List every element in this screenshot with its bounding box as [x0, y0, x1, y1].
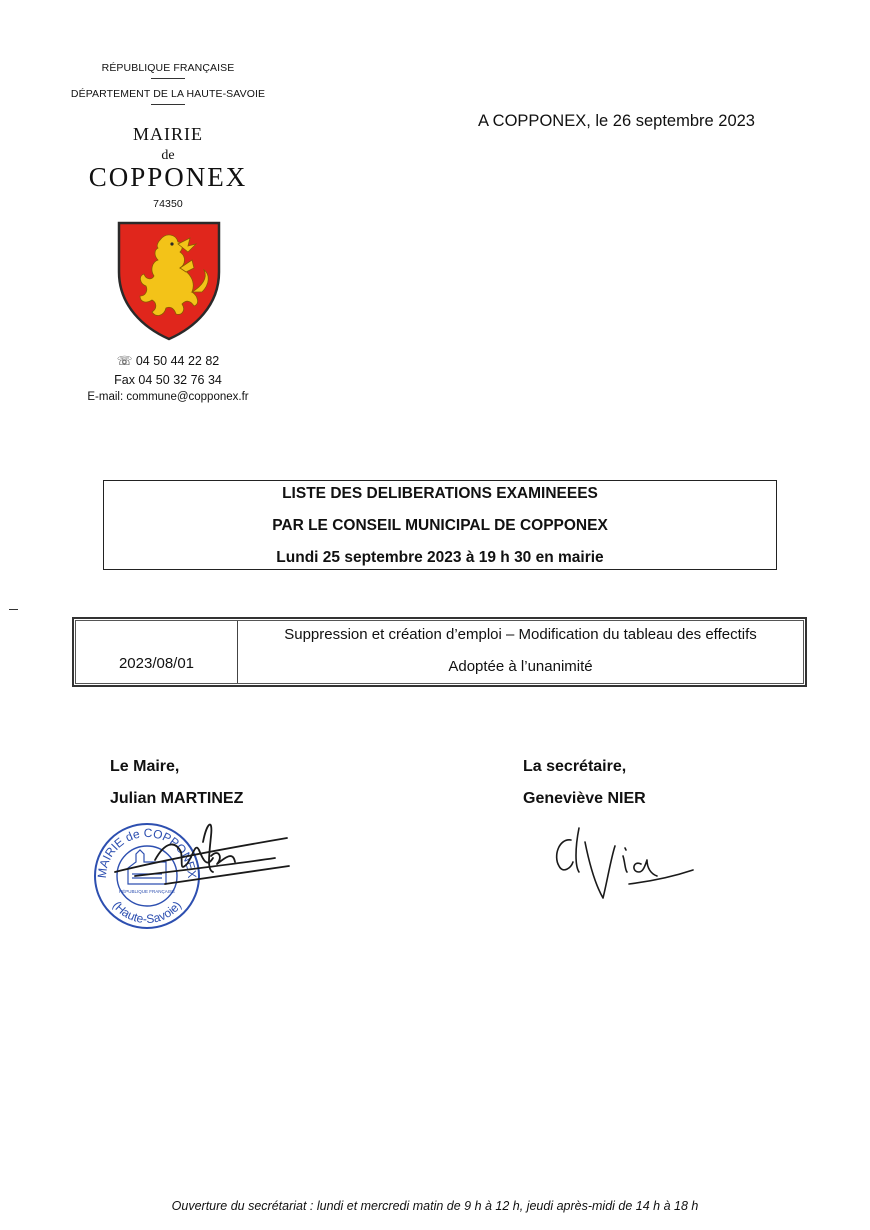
phone-number: 04 50 44 22 82: [135, 354, 220, 368]
fax-line: Fax 04 50 32 76 34: [114, 373, 222, 387]
secretary-name: Geneviève NIER: [523, 790, 646, 807]
deliberations-table: [72, 617, 807, 687]
deliberation-subject: Suppression et création d’emploi – Modification du tableau des effectifs: [284, 626, 757, 643]
phone-icon: ☏: [116, 354, 133, 368]
stamp-inner-text: RÉPUBLIQUE FRANÇAISE: [118, 889, 176, 894]
mayor-name: Julian MARTINEZ: [110, 790, 244, 807]
mayor-signature-icon: [95, 812, 295, 892]
republic-label: RÉPUBLIQUE FRANÇAISE: [101, 62, 235, 74]
margin-dash: [9, 609, 18, 610]
title-line-3: Lundi 25 septembre 2023 à 19 h 30 en mairie: [276, 549, 604, 566]
department-label: DÉPARTEMENT DE LA HAUTE-SAVOIE: [70, 88, 266, 100]
rule-2: [60, 104, 276, 105]
town-name: COPPONEX: [88, 162, 248, 192]
dateline: A COPPONEX, le 26 septembre 2023: [478, 112, 755, 130]
phone-line: [60, 353, 276, 370]
opening-hours-footer: Ouverture du secrétariat : lundi et mercredi matin de 9 h à 12 h, jeudi après-midi de 14 h à 18 h: [171, 1199, 699, 1213]
mayor-role: Le Maire,: [110, 758, 180, 775]
title-box: [103, 480, 777, 570]
stamp-top-text: MAIRIE de COPPONEX: [94, 825, 200, 879]
table-row: [75, 620, 804, 684]
postcode: 74350: [153, 198, 183, 210]
secretary-role: La secrétaire,: [523, 758, 627, 775]
de-label: de: [161, 148, 175, 163]
mairie-label: MAIRIE: [133, 124, 203, 144]
coat-of-arms-icon: [116, 220, 222, 342]
stamp-bottom-text: (Haute-Savoie): [109, 898, 185, 927]
deliberation-result: Adoptée à l’unanimité: [448, 658, 593, 675]
title-line-2: PAR LE CONSEIL MUNICIPAL DE COPPONEX: [272, 517, 608, 534]
email-line: E-mail: commune@copponex.fr: [87, 391, 249, 403]
secretary-signature-icon: [545, 822, 705, 912]
title-line-1: LISTE DES DELIBERATIONS EXAMINEEES: [282, 485, 598, 502]
rule-1: [60, 78, 276, 79]
deliberation-number: 2023/08/01: [118, 655, 195, 672]
